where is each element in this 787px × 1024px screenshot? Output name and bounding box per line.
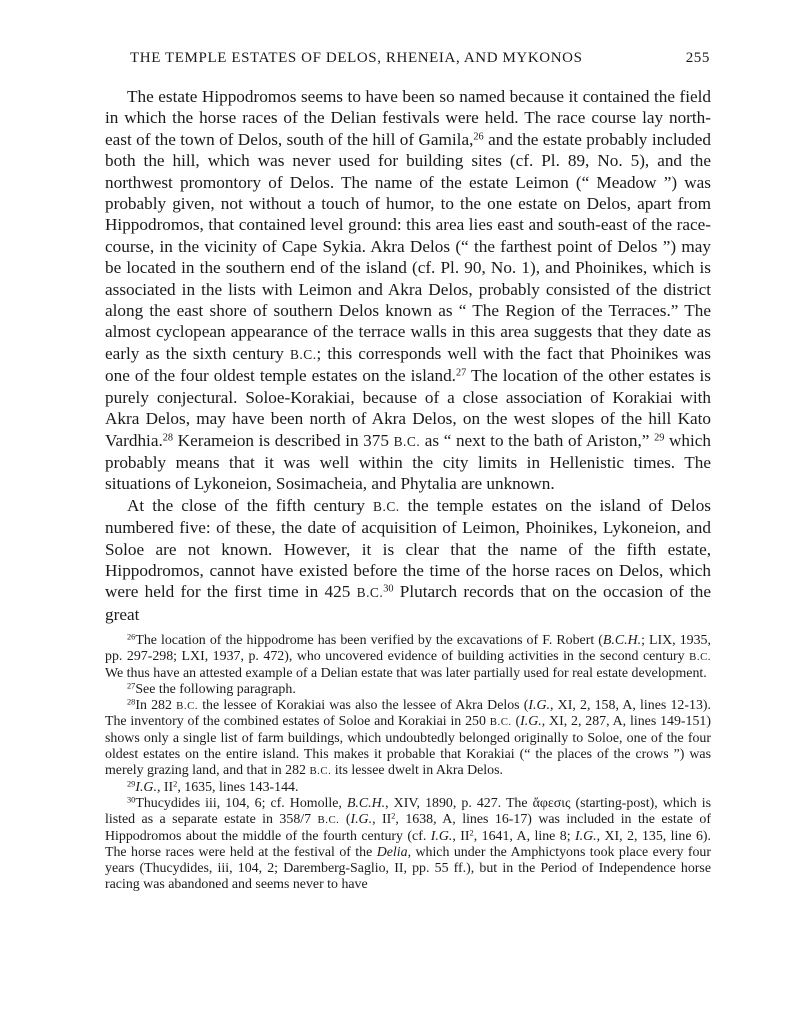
footnote-28: $^{28}$In 282 B.C. the lessee of Korakiai was also the lessee of Akra Delos (I.G., XI, 2, 158, A, lines 12-13). The inventory of the combined estates of Soloe and Korakiai in 250 B.C. (I.G., XI, 2, 287, A, lines 149-151) shows only a single list of farm buildings, which undoubtedly belonged originally to Soloe, one of the four oldest estates on the entire island. This makes it probable that Korakiai (“ the places of the crows ”) was merely grazing land, and that in 282 B.C. its lessee dwelt in Akra Delos. bbox=[105, 697, 711, 779]
paragraph-fifth-century: At the close of the fifth century B.C. the temple estates on the island of Delos numbered five: of these, the date of acquisition of Leimon, Phoinikes, Lykoneion, and Soloe are not known. However, it is clear that the name of the fifth estate, Hippodromos, cannot have existed before the time of the horse races on Delos, which were held for the first time in 425 B.C.$^{30}$ Plutarch records that on the occasion of the great bbox=[105, 495, 711, 624]
running-title: THE TEMPLE ESTATES OF DELOS, RHENEIA, AND MYKONOS bbox=[130, 50, 583, 66]
footnotes bbox=[105, 633, 711, 894]
running-header bbox=[105, 50, 710, 74]
footnote-ref-29[interactable]: 29 bbox=[654, 431, 665, 443]
paragraph-hippodromos: The estate Hippodromos seems to have been so named because it contained the field in which the horse races of the Delian festivals were held. The race course lay north-east of the town of Delos, south of the hill of Gamila,$^{26}$ and the estate probably included both the hill, which was never used for building sites (cf. Pl. 89, No. 5), and the northwest promontory of Delos. The name of the estate Leimon (“ Meadow ”) was probably given, not without a touch of humor, to the one estate on Delos, apart from Hippodromos, that contained level ground: this area lies east and south-east of the race-course, in the vicinity of Cape Sykia. Akra Delos (“ the farthest point of Delos ”) may be located in the southern end of the island (cf. Pl. 90, No. 1), and Phoinikes, which is associated in the lists with Leimon and Akra Delos, probably consisted of the district along the east shore of southern Delos known as “ The Region of the Terraces.” The almost cyclopean appearance of the terrace walls in this area suggests that they date as early as the sixth century B.C.; this corresponds well with the fact that Phoinikes was one of the four oldest temple estates on the island.$^{27}$ The location of the other estates is purely conjectural. Soloe-Korakiai, because of a close association of Korakiai with Akra Delos, may have been north of Akra Delos, on the west slopes of the hill Kato Vardhia.$^{28}$ Kerameion is described in 375 B.C. as “ next to the bath of Ariston,” $^{29}$ which probably means that it was well within the city limits in Hellenistic times. The situations of Lykoneion, Sosimacheia, and Phytalia are unknown. bbox=[105, 87, 712, 494]
footnote-ref-26[interactable]: 26 bbox=[473, 131, 484, 143]
footnote-30: $^{30}$Thucydides iii, 104, 6; cf. Homolle, B.C.H., XIV, 1890, p. 427. The ἄφεσις (starting-post), which is listed as a separate estate in 358/7 B.C. (I.G., $II^2$, 1638, A, lines 16-17) was included in the estate of Hippodromos about the middle of the fourth century (cf. I.G., $II^2$, 1641, A, line 8; I.G., XI, 2, 135, line 6). The horse races were held at the festival of the Delia, which under the Amphictyons took place every four years (Thucydides, iii, 104, 2; Daremberg-Saglio, II, pp. 55 ff.), but in the Period of Independence horse racing was abandoned and seems never to have bbox=[105, 795, 711, 893]
footnote-ref-30[interactable]: 30 bbox=[383, 583, 394, 595]
page-number: 255 bbox=[685, 50, 710, 66]
main-text bbox=[105, 86, 711, 625]
footnote-29: $^{29}$I.G., $II^2$, 1635, lines 143-144. bbox=[127, 779, 299, 795]
footnote-26: $^{26}$The location of the hippodrome has been verified by the excavations of F. Robert (B.C.H.; LIX, 1935, pp. 297-298; LXI, 1937, p. 472), who uncovered evidence of building activities in the second century B.C. We thus have an attested example of a Delian estate that was later partially used for real estate development. bbox=[105, 632, 711, 681]
footnote-ref-27[interactable]: 27 bbox=[455, 367, 467, 379]
footnote-27: $^{27}$See the following paragraph. bbox=[127, 681, 296, 697]
footnote-ref-28[interactable]: 28 bbox=[162, 431, 174, 443]
greek-term: ἄφεσις bbox=[532, 795, 571, 811]
